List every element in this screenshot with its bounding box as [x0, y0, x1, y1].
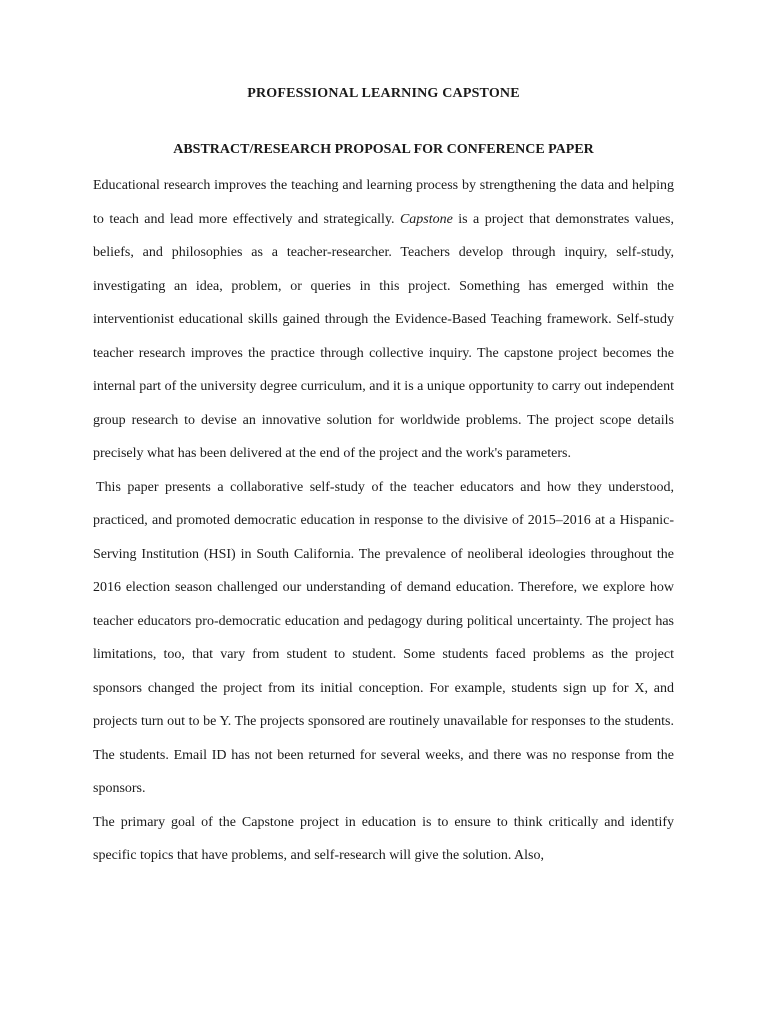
document-title: PROFESSIONAL LEARNING CAPSTONE: [247, 86, 520, 101]
paragraph-3: The primary goal of the Capstone project in education is to ensure to think critically and identify specific topics that have problems, and self-research will give the solution. Also,: [93, 814, 674, 863]
paragraph-1: [93, 169, 674, 471]
paragraph-1-text-b: is a project that demonstrates values, beliefs, and philosophies as a teacher-researcher. Teachers develop through inquiry, self-study, investigating an idea, problem, or queries in this project. Something has emerged within the interventionist educational skills gained through the Evidence-Based Teaching framework. Self-study teacher research improves the practice through collective inquiry. The capstone project becomes the internal part of the university degree curriculum, and it is a unique opportunity to carry out independent group research to devise an innovative solution for worldwide problems. The project scope details precisely what has been delivered at the end of the project and the work's parameters.: [93, 211, 674, 461]
paragraph-1-text-a: Educational research improves the teaching and learning process by strengthening the data and helping to teach and lead more effectively and strategically.: [93, 178, 674, 227]
capstone-emphasis: Capstone: [399, 211, 453, 227]
document-subtitle: ABSTRACT/RESEARCH PROPOSAL FOR CONFERENCE PAPER: [173, 142, 594, 157]
document-page: [93, 0, 674, 1024]
document-body: [93, 169, 674, 873]
paragraph-2: This paper presents a collaborative self-study of the teacher educators and how they understood, practiced, and promoted democratic education in response to the divisive of 2015–2016 at a Hispanic-Serving Institution (HSI) in South California. The prevalence of neoliberal ideologies throughout the 2016 election season challenged our understanding of demand education. Therefore, we explore how teacher educators pro-democratic education and pedagogy during political uncertainty. The project has limitations, too, that vary from student to student. Some students faced problems as the project sponsors changed the project from its initial conception. For example, students sign up for X, and projects turn out to be Y. The projects sponsored are routinely unavailable for responses to the students. The students. Email ID has not been returned for several weeks, and there was no response from the sponsors.: [93, 479, 674, 796]
